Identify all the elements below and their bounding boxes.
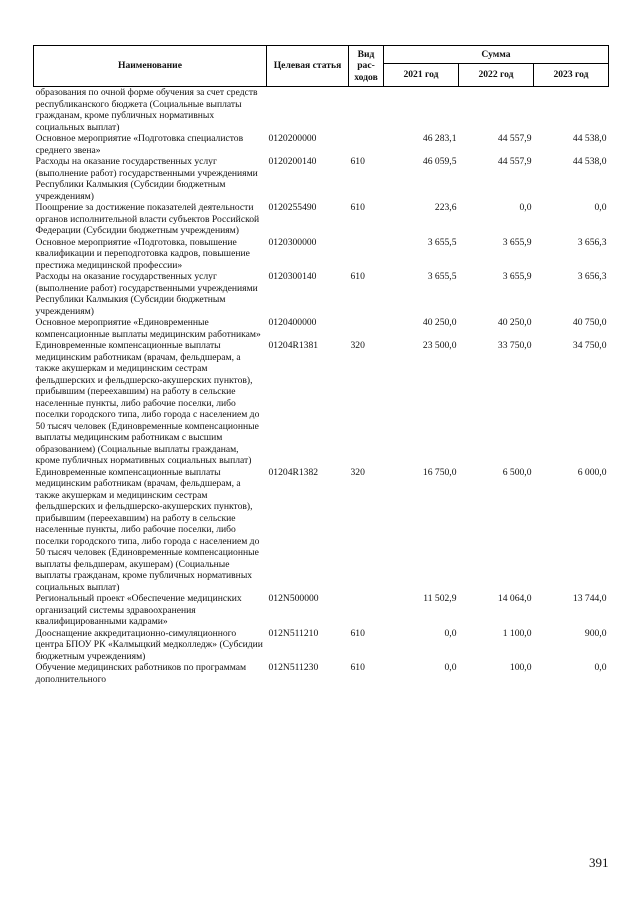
row-amount-2021: 23 500,0 (422, 340, 457, 351)
row-amount-2021: 46 283,1 (422, 133, 457, 144)
row-vid (349, 87, 384, 134)
row-code: 0120255490 (268, 202, 317, 213)
row-name: Расходы на оказание государственных услуг (выполнение работ) государственными учреждениями Республики Калмыкия (Субсидии бюджетным учреждениям) (35, 156, 258, 202)
budget-table (33, 45, 609, 685)
row-name: Основное мероприятие «Подготовка специалистов среднего звена» (35, 133, 244, 156)
row-amount-2023: 900,0 (584, 627, 607, 639)
table-row (34, 662, 609, 685)
row-code: 0120200000 (268, 133, 317, 144)
row-vid (349, 317, 384, 340)
row-code: 012N511210 (268, 627, 319, 639)
row-name: образования по очной форме обучения за счет средств республиканского бюджета (Социальные выплаты гражданам, кроме публичных нормативных социальных выплат) (35, 87, 258, 133)
row-vid: 610 (350, 627, 365, 639)
table-row (34, 593, 609, 628)
row-amount-2022: 44 557,9 (497, 133, 532, 144)
row-code: 012N500000 (268, 593, 319, 604)
row-vid: 320 (350, 340, 365, 351)
table-row (34, 237, 609, 272)
table-row (34, 628, 609, 663)
row-vid (349, 593, 384, 628)
row-vid: 610 (350, 662, 365, 673)
header-name: Наименование (34, 46, 267, 87)
row-amount-2023: 6 000,0 (577, 466, 607, 478)
row-amount-2023: 0,0 (594, 662, 607, 673)
row-amount-2022: 3 655,9 (502, 236, 532, 248)
row-code (267, 87, 349, 134)
header-code: Целевая статья (267, 46, 349, 87)
table-row (34, 271, 609, 317)
row-name: Единовременные компенсационные выплаты медицинским работникам (врачам, фельдшерам, а также акушеркам и медицинским сестрам фельдшерских и фельдшерско-акушерских пунктов), прибывшим (переехавшим) на работу в сельские населенные пункты, либо рабочие поселки, либо поселки городского типа, либо города с населением до 50 тысяч человек (Единовременные компенсационные выплаты медицинским работникам с высшим образованием) (Социальные выплаты гражданам, кроме публичных нормативных социальных выплат) (35, 340, 260, 466)
row-amount-2021: 46 059,5 (422, 156, 457, 167)
row-name: Единовременные компенсационные выплаты медицинским работникам (врачам, фельдшерам, а также акушеркам и медицинским сестрам фельдшерских и фельдшерско-акушерских пунктов), прибывшим (переехавшим) на работу в сельские населенные пункты, либо рабочие поселки, либо поселки городского типа, либо города с населением до 50 тысяч человек (Единовременные компенсационные выплаты фельдшерам, акушерам) (Социальные выплаты гражданам, кроме публичных нормативных социальных выплат) (35, 466, 260, 593)
table-row (34, 202, 609, 237)
row-amount-2021: 40 250,0 (422, 317, 457, 328)
row-name: Дооснащение аккредитационно-симуляционного центра БПОУ РК «Калмыцкий медколледж» (Субсидии бюджетным учреждениям) (35, 627, 263, 662)
table-body (34, 87, 609, 686)
row-amount-2023: 34 750,0 (572, 340, 607, 351)
row-amount-2022 (459, 87, 534, 134)
row-amount-2021 (384, 87, 459, 134)
row-amount-2023: 13 744,0 (572, 593, 607, 604)
row-name: Обучение медицинских работников по программам дополнительного (35, 662, 247, 685)
row-vid: 320 (350, 466, 365, 478)
row-amount-2022: 1 100,0 (502, 627, 532, 639)
row-name: Основное мероприятие «Единовременные компенсационные выплаты медицинским работникам» (35, 317, 261, 340)
row-amount-2021: 3 655,5 (427, 271, 457, 282)
row-code: 0120400000 (268, 317, 317, 328)
row-amount-2022: 100,0 (509, 662, 532, 673)
row-amount-2023: 44 538,0 (572, 133, 607, 144)
row-amount-2021: 16 750,0 (422, 466, 457, 478)
table-row (34, 156, 609, 202)
row-name: Расходы на оказание государственных услуг (выполнение работ) государственными учреждениями Республики Калмыкия (Субсидии бюджетным учреждениям) (35, 271, 258, 317)
row-amount-2023: 3 656,3 (577, 236, 607, 248)
table-row (34, 133, 609, 156)
header-year-2022: 2022 год (459, 64, 534, 87)
header-year-2021: 2021 год (384, 64, 459, 87)
row-amount-2023 (534, 87, 609, 134)
row-amount-2022: 3 655,9 (502, 271, 532, 282)
row-amount-2022: 6 500,0 (502, 466, 532, 478)
table-row (34, 467, 609, 594)
row-amount-2023: 0,0 (594, 202, 607, 213)
table-row (34, 317, 609, 340)
table-row (34, 87, 609, 134)
row-name: Региональный проект «Обеспечение медицинских организаций системы здравоохранения квалифицированными кадрами» (35, 593, 242, 627)
row-vid (349, 133, 384, 156)
row-amount-2021: 223,6 (434, 202, 457, 213)
row-name: Поощрение за достижение показателей деятельности органов исполнительной власти субъектов Российской Федерации (Субсидии бюджетным учреждениям) (35, 202, 260, 236)
header-year-2023: 2023 год (534, 64, 609, 87)
row-name: Основное мероприятие «Подготовка, повышение квалификации и переподготовка кадров, повышение престижа медицинской профессии» (35, 236, 250, 271)
row-code: 01204R1381 (268, 340, 319, 351)
row-amount-2021: 11 502,9 (423, 593, 457, 604)
row-amount-2021: 0,0 (444, 662, 457, 673)
row-code: 01204R1382 (268, 466, 319, 478)
row-vid: 610 (350, 271, 365, 282)
row-vid: 610 (350, 156, 365, 167)
page-number: 391 (589, 855, 609, 870)
table-row (34, 340, 609, 467)
row-amount-2022: 44 557,9 (497, 156, 532, 167)
row-amount-2022: 33 750,0 (497, 340, 532, 351)
table-header (34, 46, 609, 87)
row-code: 0120300140 (268, 271, 317, 282)
row-amount-2022: 14 064,0 (497, 593, 532, 604)
row-amount-2021: 3 655,5 (427, 236, 457, 248)
row-code: 012N511230 (268, 662, 319, 673)
row-amount-2021: 0,0 (444, 627, 457, 639)
row-code: 0120200140 (268, 156, 317, 167)
row-amount-2022: 40 250,0 (497, 317, 532, 328)
row-code: 0120300000 (268, 236, 317, 248)
row-vid: 610 (350, 202, 365, 213)
header-vid: Вид рас-ходов (349, 46, 384, 87)
header-sum: Сумма (384, 46, 609, 64)
row-amount-2022: 0,0 (519, 202, 532, 213)
row-amount-2023: 40 750,0 (572, 317, 607, 328)
row-amount-2023: 44 538,0 (572, 156, 607, 167)
row-vid (349, 237, 384, 272)
row-amount-2023: 3 656,3 (577, 271, 607, 282)
